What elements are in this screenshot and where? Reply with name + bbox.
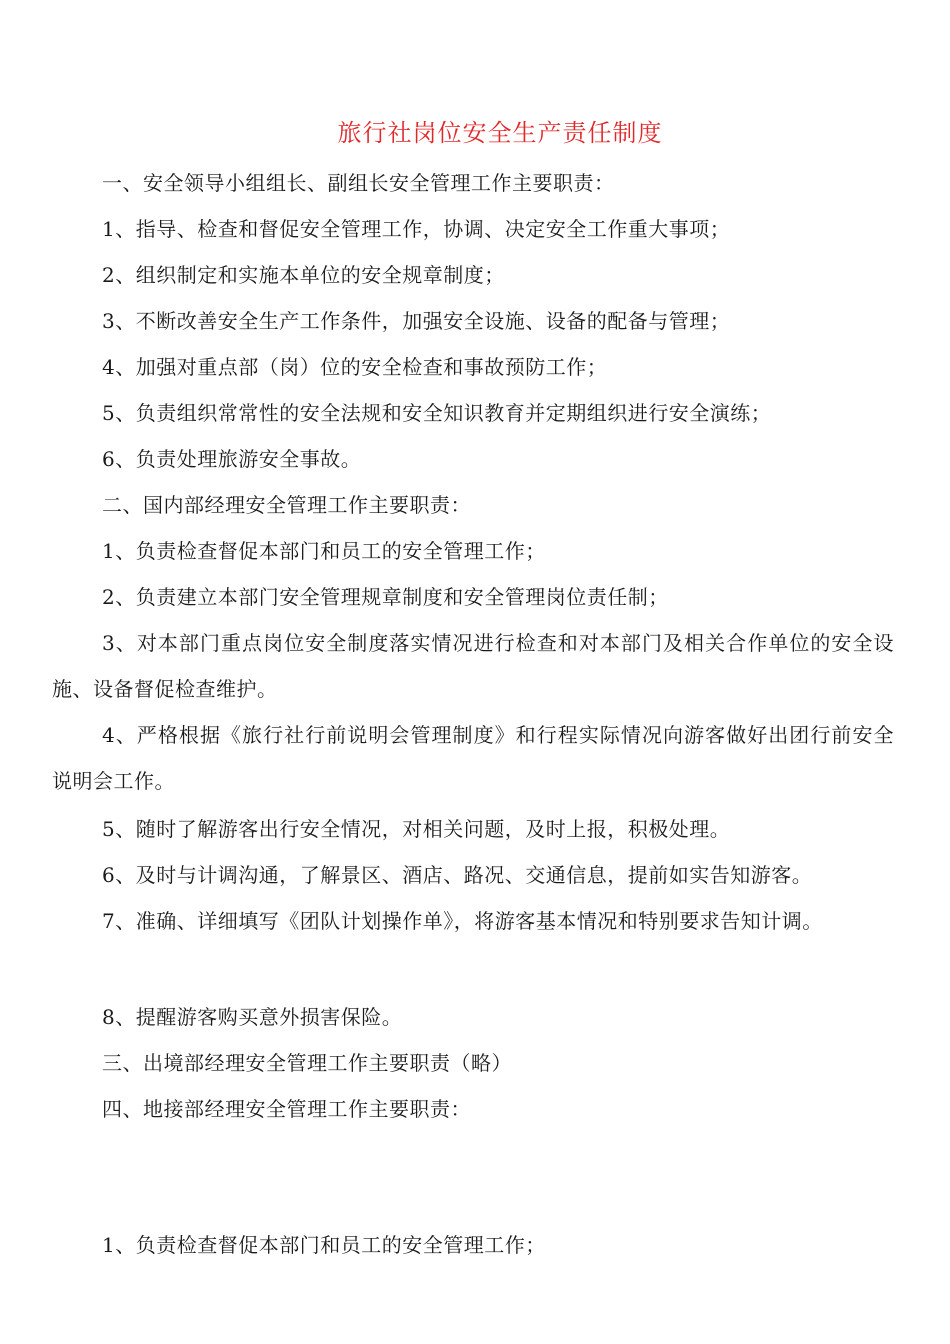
paragraph: 1、负责检查督促本部门和员工的安全管理工作； <box>102 1233 546 1257</box>
paragraph: 一、安全领导小组组长、副组长安全管理工作主要职责： <box>102 171 615 195</box>
paragraph: 8、提醒游客购买意外损害保险。 <box>102 1005 403 1029</box>
paragraph: 5、负责组织常常性的安全法规和安全知识教育并定期组织进行安全演练； <box>102 401 772 425</box>
paragraph: 1、负责检查督促本部门和员工的安全管理工作； <box>102 539 546 563</box>
paragraph: 二、国内部经理安全管理工作主要职责： <box>102 493 471 517</box>
paragraph: 6、及时与计调沟通，了解景区、酒店、路况、交通信息，提前如实告知游客。 <box>102 863 813 887</box>
paragraph: 3、对本部门重点岗位安全制度落实情况进行检查和对本部门及相关合作单位的安全设施、设备督促检查维护。 <box>52 631 894 701</box>
paragraph: 6、负责处理旅游安全事故。 <box>102 447 362 471</box>
paragraph: 1、指导、检查和督促安全管理工作，协调、决定安全工作重大事项； <box>102 217 731 241</box>
paragraph: 4、严格根据《旅行社行前说明会管理制度》和行程实际情况向游客做好出团行前安全说明会工作。 <box>52 723 894 793</box>
paragraph: 2、组织制定和实施本单位的安全规章制度； <box>102 263 505 287</box>
paragraph: 7、准确、详细填写《团队计划操作单》，将游客基本情况和特别要求告知计调。 <box>102 909 823 933</box>
paragraph: 四、地接部经理安全管理工作主要职责： <box>102 1097 471 1121</box>
paragraph: 2、负责建立本部门安全管理规章制度和安全管理岗位责任制； <box>102 585 669 609</box>
paragraph: 3、不断改善安全生产工作条件，加强安全设施、设备的配备与管理； <box>102 309 731 333</box>
document-title: 旅行社岗位安全生产责任制度 <box>337 119 663 147</box>
paragraph: 4、加强对重点部（岗）位的安全检查和事故预防工作； <box>102 355 608 379</box>
paragraph: 5、随时了解游客出行安全情况，对相关问题，及时上报，积极处理。 <box>102 817 731 841</box>
paragraph: 三、出境部经理安全管理工作主要职责（略） <box>102 1051 512 1075</box>
